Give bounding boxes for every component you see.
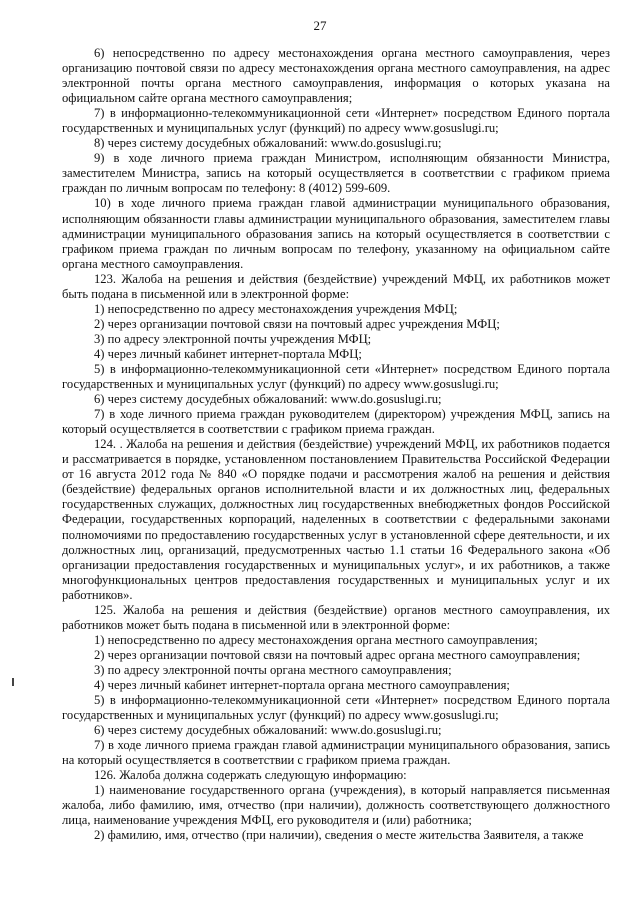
paragraph: 123. Жалоба на решения и действия (бездействие) учреждений МФЦ, их работников может быть подана в письменной или в электронной форме: (62, 271, 610, 301)
document-body (62, 46, 610, 843)
paragraph: 6) через систему досудебных обжалований: www.do.gosuslugi.ru; (94, 392, 442, 407)
paragraph: 1) непосредственно по адресу местонахождения учреждения МФЦ; (94, 301, 458, 316)
page-number: 27 (313, 18, 327, 33)
paragraph: 10) в ходе личного приема граждан главой администрации муниципального образования, исполняющим обязанности главы администрации муниципального образования, заместителем главы администрации муниципального образования запись на который осуществляется в соответствии с графиком приема граждан по личным вопросам по телефону, указанному на официальном сайте органа местного самоуправления. (62, 196, 610, 271)
paragraph: 5) в информационно-телекоммуникационной сети «Интернет» посредством Единого портала государственных и муниципальных услуг (функций) по адресу www.gosuslugi.ru; (62, 361, 610, 392)
paragraph: 2) через организации почтовой связи на почтовый адрес учреждения МФЦ; (94, 316, 500, 331)
margin-mark (12, 678, 14, 686)
paragraph: 125. Жалоба на решения и действия (бездействие) органов местного самоуправления, их работников может быть подана в письменной или в электронной форме: (62, 602, 610, 632)
paragraph: 4) через личный кабинет интернет-портала МФЦ; (94, 346, 362, 361)
paragraph: 5) в информационно-телекоммуникационной сети «Интернет» посредством Единого портала государственных и муниципальных услуг (функций) по адресу www.gosuslugi.ru; (62, 693, 610, 723)
paragraph: 124. . Жалоба на решения и действия (бездействие) учреждений МФЦ, их работников подается и рассматривается в порядке, установленном постановлением Правительства Российской Федерации от 16 августа 2012 года № 840 «О порядке подачи и рассмотрения жалоб на решения и действия (бездействие) федеральных органов исполнительной власти и их должностных лиц, федеральных государственных служащих, должностных лиц государственных внебюджетных фондов Российской Федерации, государственных корпораций, наделенных в соответствии с федеральными законами полномочиями по предоставлению государственных услуг в установленной сфере деятельности, и их должностных лиц, организаций, предусмотренных частью 1.1 статьи 16 Федерального закона «Об организации предоставления государственных и муниципальных услуг», и их работников, а также многофункциональных центров предоставления государственных и муниципальных услуг и их работников». (62, 437, 610, 602)
paragraph: 7) в ходе личного приема граждан руководителем (директором) учреждения МФЦ, запись на который осуществляется в соответствии с графиком приема граждан. (62, 407, 610, 437)
paragraph: 1) непосредственно по адресу местонахождения органа местного самоуправления; (94, 632, 538, 647)
paragraph: 6) непосредственно по адресу местонахождения органа местного самоуправления, через организацию почтовой связи по адресу местонахождения органа местного самоуправления, на адрес электронной почты органа местного самоуправления, информация о которых указана на официальном сайте органа местного самоуправления; (62, 46, 610, 106)
paragraph: 2) фамилию, имя, отчество (при наличии), сведения о месте жительства Заявителя, а также (94, 828, 584, 843)
paragraph: 2) через организации почтовой связи на почтовый адрес органа местного самоуправления; (94, 647, 581, 662)
paragraph: 6) через систему досудебных обжалований: www.do.gosuslugi.ru; (94, 723, 442, 738)
paragraph: 3) по адресу электронной почты учреждения МФЦ; (94, 331, 372, 346)
paragraph: 1) наименование государственного органа (учреждения), в который направляется письменная жалоба, либо фамилию, имя, отчество (при наличии), должность соответствующего должностного лица, наименование учреждения МФЦ, его руководителя и (или) работника; (62, 783, 610, 828)
paragraph: 8) через систему досудебных обжалований: www.do.gosuslugi.ru; (94, 136, 442, 151)
paragraph: 9) в ходе личного приема граждан Министром, исполняющим обязанности Министра, заместителем Министра, запись на который осуществляется в соответствии с графиком приема граждан по личным вопросам по телефону: 8 (4012) 599-609. (62, 151, 610, 196)
paragraph: 7) в информационно-телекоммуникационной сети «Интернет» посредством Единого портала государственных и муниципальных услуг (функций) по адресу www.gosuslugi.ru; (62, 106, 610, 136)
paragraph: 7) в ходе личного приема граждан главой администрации муниципального образования, запись на который осуществляется в соответствии с графиком приема граждан. (62, 738, 610, 768)
paragraph: 4) через личный кабинет интернет-портала органа местного самоуправления; (94, 677, 510, 692)
paragraph: 126. Жалоба должна содержать следующую информацию: (94, 768, 407, 783)
paragraph: 3) по адресу электронной почты органа местного самоуправления; (94, 662, 452, 677)
